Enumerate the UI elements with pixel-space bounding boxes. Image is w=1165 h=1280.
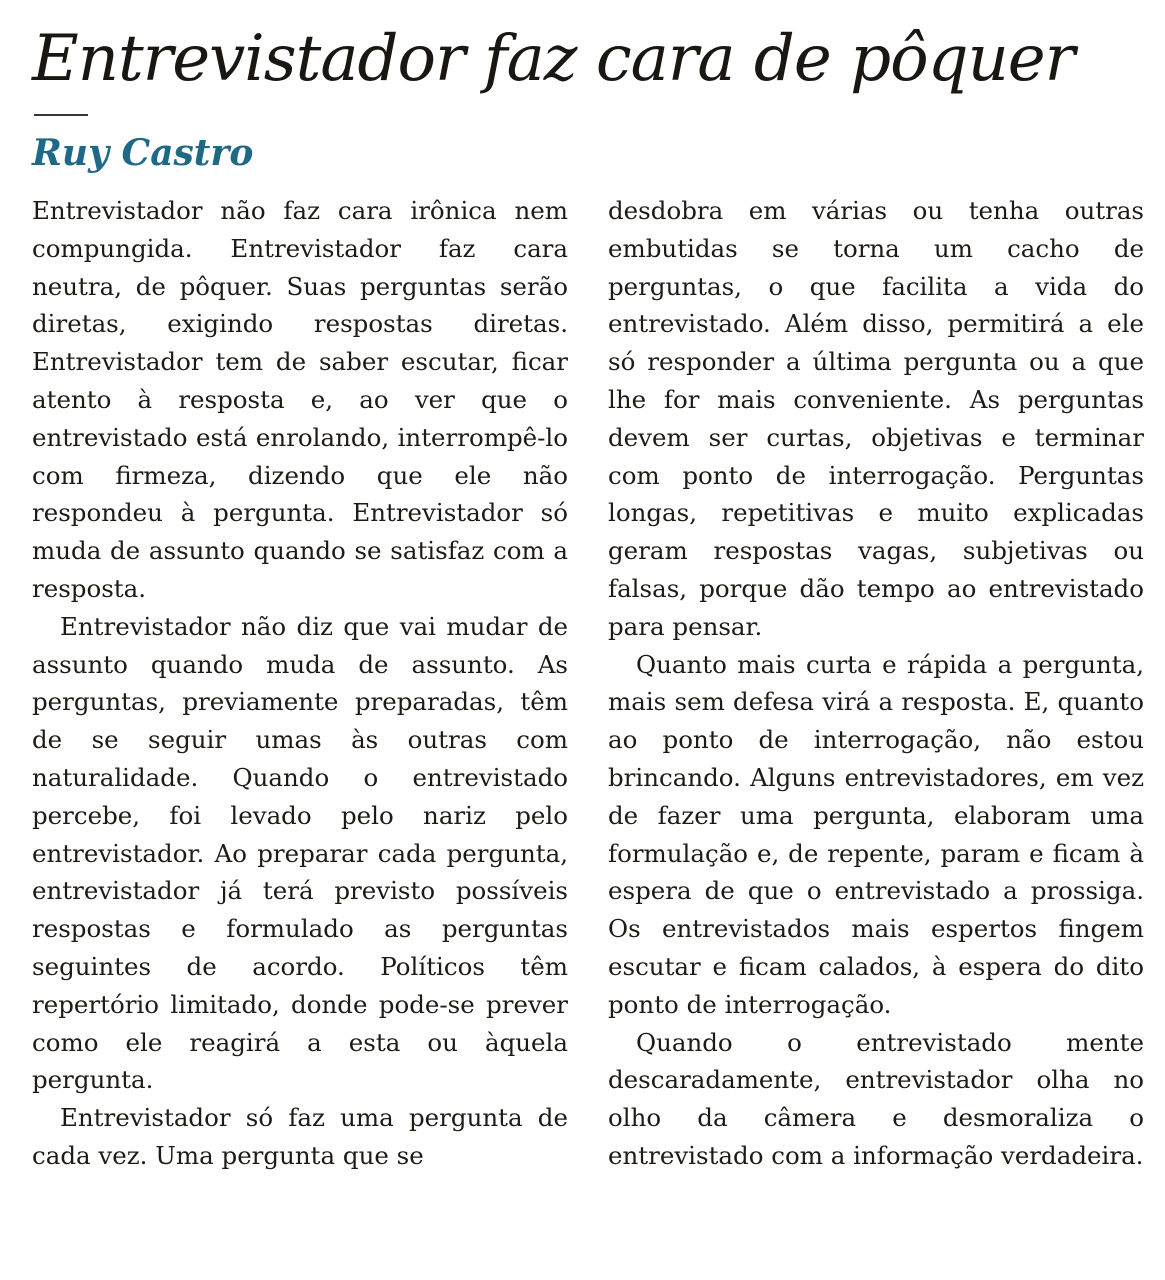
headline-rule [34,114,88,116]
paragraph-3-end: desdobra em várias ou tenha outras embutidas se torna um cacho de perguntas, o que facilita a vida do entrevistado. Além disso, permitirá a ele só responder a última pergunta ou a que lhe for mais conveniente. As perguntas devem ser curtas, objetivas e terminar com ponto de interrogação. Perguntas longas, repetitivas e muito explicadas geram respostas vagas, subjetivas ou falsas, porque dão tempo ao entrevistado para pensar. [608,196,1144,641]
paragraph-1: Entrevistador não faz cara irônica nem compungida. Entrevistador faz cara neutra, de pôquer. Suas perguntas serão diretas, exigindo respostas diretas. Entrevistador tem de saber escutar, ficar atento à resposta e, ao ver que o entrevistado está enrolando, interrompê-lo com firmeza, dizendo que ele não respondeu à pergunta. Entrevistador só muda de assunto quando se satisfaz com a resposta. [32,196,568,603]
paragraph-4: Quanto mais curta e rápida a pergunta, mais sem defesa virá a resposta. E, quanto ao ponto de interrogação, não estou brincando. Alguns entrevistadores, em vez de fazer uma pergunta, elaboram uma formulação e, de repente, param e ficam à espera de que o entrevistado a prossiga. Os entrevistados mais espertos fingem escutar e ficam calados, à espera do dito ponto de interrogação. [608,649,1144,1019]
paragraph-5: Quando o entrevistado mente descaradamente, entrevistador olha no olho da câmera e desmoraliza o entrevistado com a informação verdadeira. [608,1027,1144,1170]
text-column-left [32,192,568,1175]
text-column-right [608,192,1144,1175]
paragraph-2: Entrevistador não diz que vai mudar de assunto quando muda de assunto. As perguntas, previamente preparadas, têm de se seguir umas às outras com naturalidade. Quando o entrevistado percebe, foi levado pelo nariz pelo entrevistador. Ao preparar cada pergunta, entrevistador já terá previsto possíveis respostas e formulado as perguntas seguintes de acordo. Políticos têm repertório limitado, donde pode-se prever como ele reagirá a esta ou àquela pergunta. [32,611,568,1095]
paragraph-3-start: Entrevistador só faz uma pergunta de cada vez. Uma pergunta que se [32,1103,568,1170]
author-byline: Ruy Castro [32,132,254,174]
headline: Entrevistador faz cara de pôquer [32,22,1075,96]
